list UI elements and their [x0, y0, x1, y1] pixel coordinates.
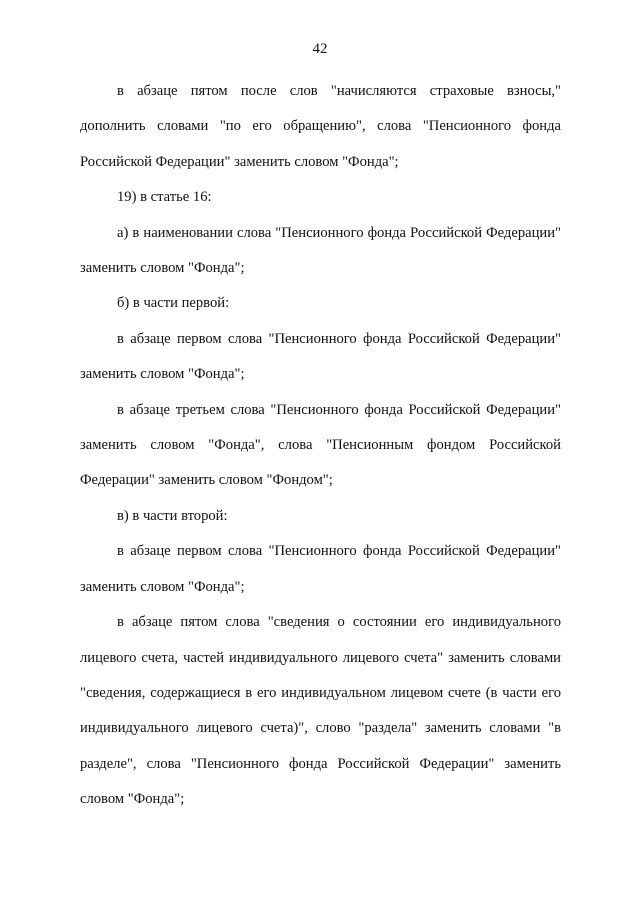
paragraph-2: 19) в статье 16: [117, 189, 212, 206]
paragraph-5: в абзаце первом слова "Пенсионного фонда Российской Федерации" заменить словом "Фонда"; [80, 330, 561, 383]
paragraph-6: в абзаце третьем слова "Пенсионного фонда Российской Федерации" заменить словом "Фонда", слова "Пенсионным фондом Российской Федерации" заменить словом "Фондом"; [80, 401, 561, 489]
document-body [80, 74, 561, 818]
paragraph-4: б) в части первой: [117, 295, 230, 312]
paragraph-1: в абзаце пятом после слов "начисляются страховые взносы," дополнить словами "по его обращению", слова "Пенсионного фонда Российской Федерации" заменить словом "Фонда"; [80, 83, 561, 170]
paragraph-3: а) в наименовании слова "Пенсионного фонда Российской Федерации" заменить словом "Фонда"; [80, 224, 561, 277]
paragraph-9: в абзаце пятом слова "сведения о состоянии его индивидуального лицевого счета, частей индивидуального лицевого счета" заменить словами "сведения, содержащиеся в его индивидуальном лицевом счете (в части его индивидуального лицевого счета)", слово "раздела" заменить словами "в разделе", слова "Пенсионного фонда Российской Федерации" заменить словом "Фонда"; [80, 614, 561, 808]
paragraph-7: в) в части второй: [117, 507, 228, 524]
paragraph-8: в абзаце первом слова "Пенсионного фонда Российской Федерации" заменить словом "Фонда"; [80, 543, 561, 595]
page-number: 42 [312, 41, 328, 57]
